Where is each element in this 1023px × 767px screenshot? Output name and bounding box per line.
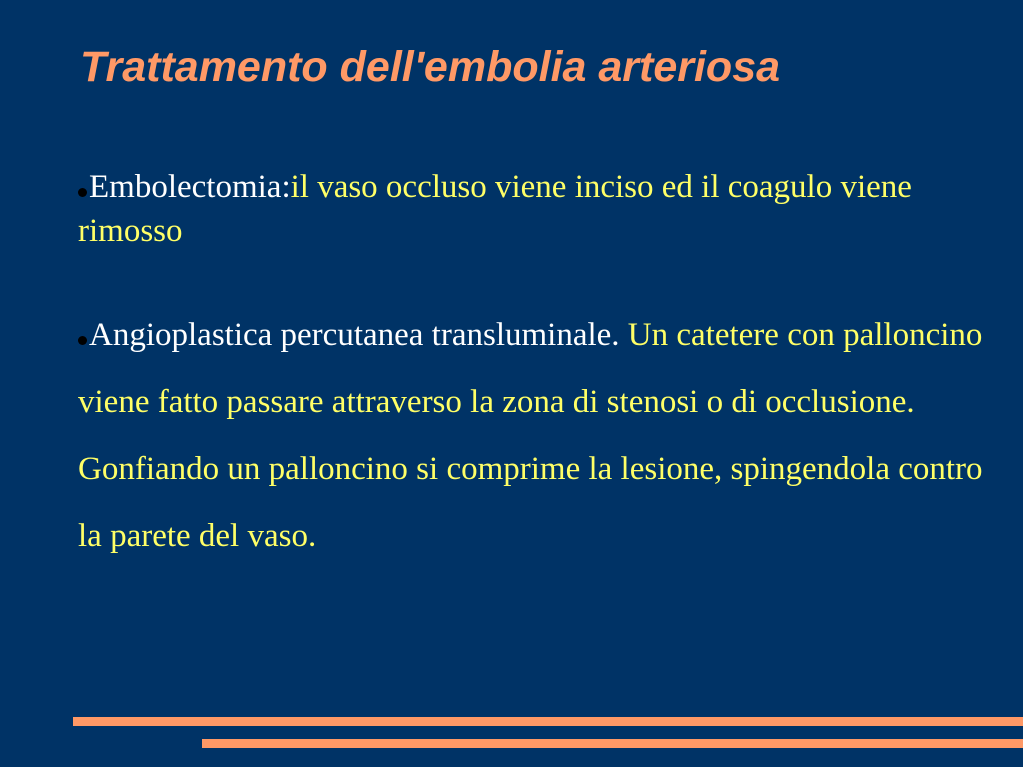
decorative-rule-lower: [202, 739, 1023, 748]
decorative-rule-upper: [73, 717, 1023, 726]
bullet-text: il vaso occluso viene inciso ed il coagulo viene rimosso: [78, 169, 912, 249]
bullet-term: Embolectomia:: [89, 169, 291, 205]
bullet-item-angioplastica: [78, 302, 983, 570]
bullet-dot-icon: [78, 336, 87, 345]
bullet-item-embolectomia: [78, 165, 978, 253]
bullet-term: Angioplastica percutanea transluminale.: [89, 317, 620, 353]
bullet-dot-icon: [78, 188, 87, 197]
slide-title: Trattamento dell'embolia arteriosa: [80, 43, 781, 91]
bullet-text: Un catetere con palloncino viene fatto passare attraverso la zona di stenosi o di occlusione. Gonfiando un palloncino si comprime la lesione, spingendola contro la parete del vaso.: [78, 317, 983, 554]
